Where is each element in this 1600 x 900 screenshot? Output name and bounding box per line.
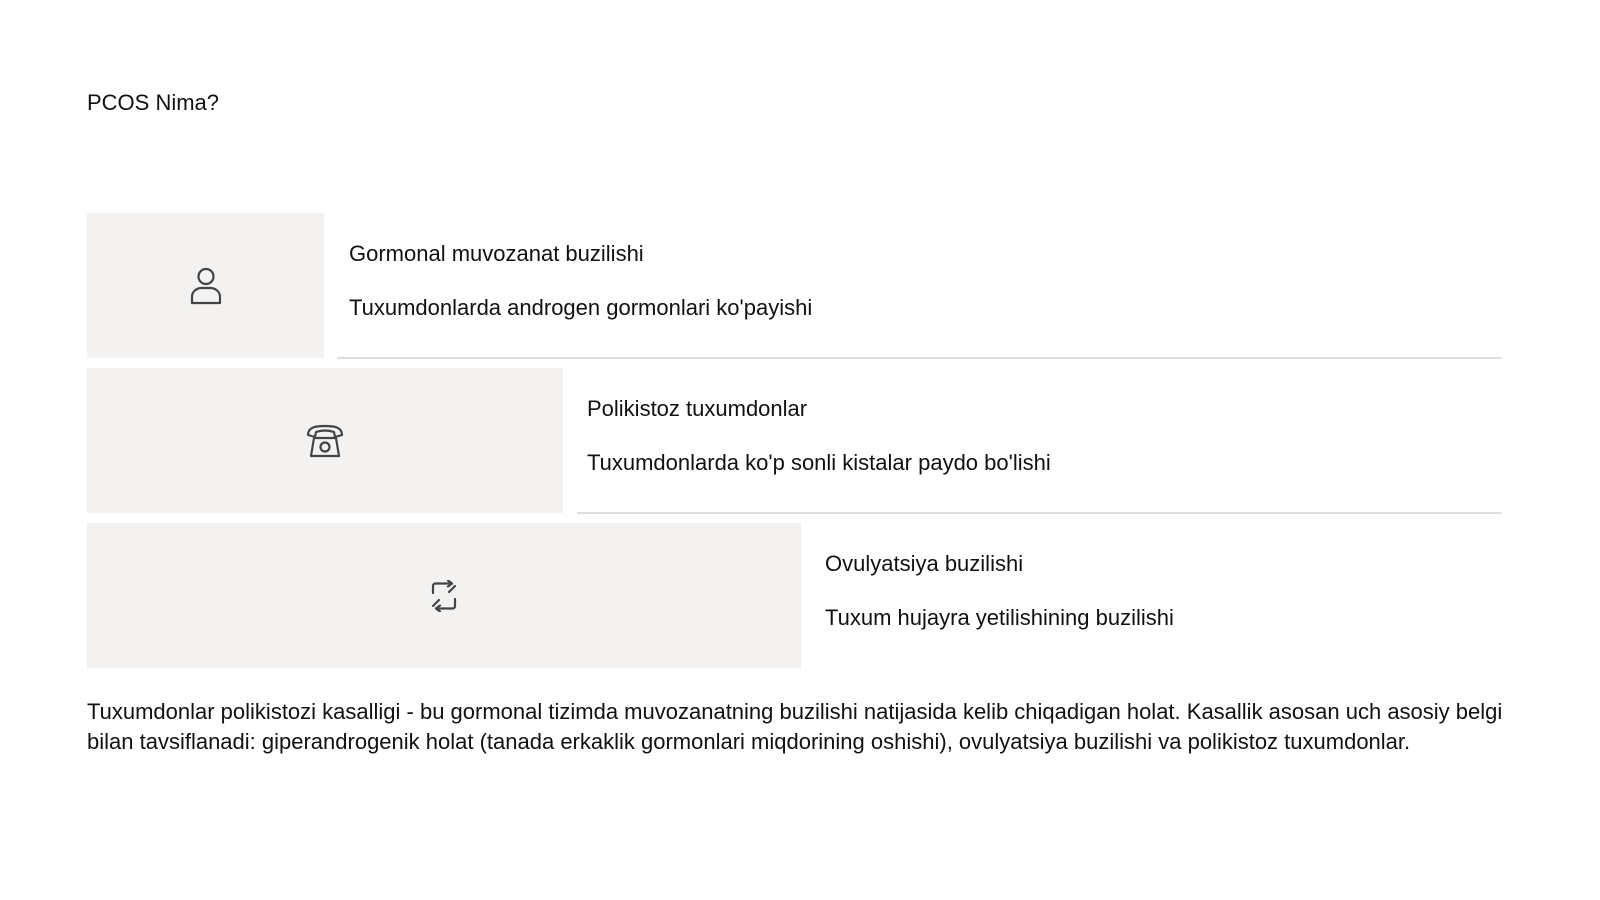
feature-tile (87, 368, 563, 513)
feature-row-ovulation (87, 523, 1502, 668)
refresh-arrows-icon (428, 580, 460, 612)
telephone-icon (306, 424, 344, 458)
feature-row-polycystic (87, 368, 1502, 513)
page-title: PCOS Nima? (87, 90, 220, 115)
row-divider (577, 512, 1502, 514)
summary-paragraph: Tuxumdonlar polikistozi kasalligi - bu gormonal tizimda muvozanatning buzilishi natijasida kelib chiqadigan holat. Kasallik asosan uch asosiy belgi bilan tavsiflanadi: giperandrogenik holat (tanada erkaklik gormonlari miqdorining oshishi), ovulyatsiya buzilishi va polikistoz tuxumdonlar. (87, 699, 1503, 754)
feature-heading: Polikistoz tuxumdonlar (587, 396, 808, 421)
person-icon (189, 267, 223, 305)
feature-description: Tuxum hujayra yetilishining buzilishi (825, 605, 1174, 630)
feature-row-hormonal (87, 213, 1502, 358)
feature-heading: Gormonal muvozanat buzilishi (349, 241, 644, 266)
row-divider (337, 357, 1502, 359)
feature-heading: Ovulyatsiya buzilishi (825, 551, 1024, 576)
feature-description: Tuxumdonlarda ko'p sonli kistalar paydo bo'lishi (587, 450, 1051, 475)
feature-tile (87, 523, 801, 668)
feature-description: Tuxumdonlarda androgen gormonlari ko'payishi (349, 295, 813, 320)
feature-tile (87, 213, 324, 358)
